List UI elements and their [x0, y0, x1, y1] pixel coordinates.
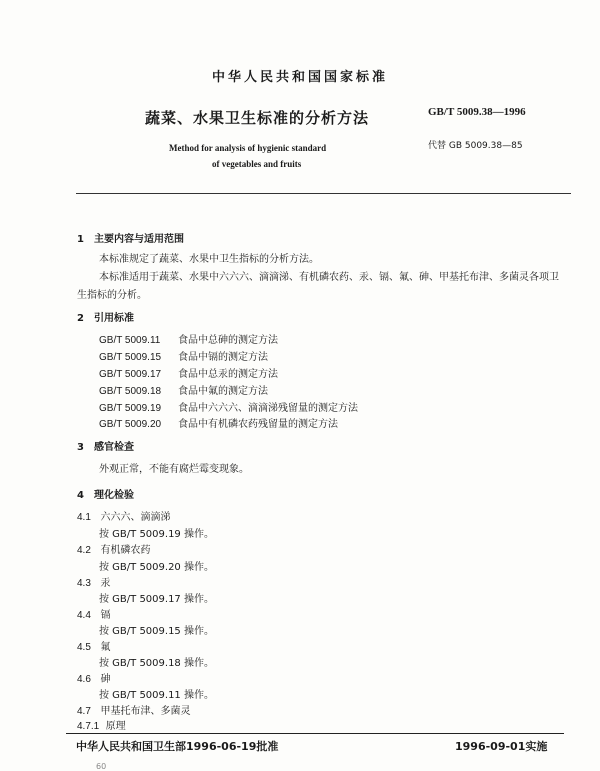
- reference-title: 食品中六六六、滴滴涕残留量的测定方法: [178, 403, 358, 414]
- subsection-heading: 4.3 汞: [77, 578, 111, 589]
- reference-code: GB/T 5009.11: [99, 335, 161, 346]
- reference-code: GB/T 5009.18: [99, 386, 162, 397]
- reference-title: 食品中总砷的测定方法: [178, 335, 278, 346]
- reference-item: [99, 365, 278, 380]
- subsection-heading: 4.7 甲基托布津、多菌灵: [77, 706, 191, 717]
- subsection-method: 按 GB/T 5009.17 操作。: [99, 594, 214, 605]
- section-1-para2-line1: 本标准适用于蔬菜、水果中六六六、滴滴涕、有机磷农药、汞、镉、氟、砷、甲基托布津、多菌灵各项卫: [99, 272, 559, 283]
- reference-code: GB/T 5009.17: [99, 369, 162, 380]
- standard-number: GB/T 5009.38—1996: [428, 106, 526, 118]
- reference-item: [99, 382, 268, 397]
- reference-item: [99, 331, 278, 346]
- subsection-heading: 4.5 氟: [77, 642, 111, 653]
- subsection-heading: 4.2 有机磷农药: [77, 545, 151, 556]
- subsection-heading: 4.4 镉: [77, 610, 111, 621]
- reference-item: [99, 415, 338, 430]
- reference-title: 食品中总汞的测定方法: [178, 369, 278, 380]
- subsection-heading: 4.7.1 原理: [77, 721, 126, 732]
- reference-title: 食品中氟的测定方法: [178, 386, 268, 397]
- document-title-en-line2: of vegetables and fruits: [212, 159, 302, 169]
- document-title-cn: 蔬菜、水果卫生标准的分析方法: [145, 109, 370, 127]
- reference-code: GB/T 5009.15: [99, 352, 162, 363]
- document-title-en-line1: Method for analysis of hygienic standard: [169, 143, 327, 153]
- implementation-date: 1996-09-01实施: [455, 740, 548, 753]
- reference-item: [99, 348, 268, 363]
- subsection-method: 按 GB/T 5009.15 操作。: [99, 626, 214, 637]
- reference-item: [99, 399, 358, 414]
- header-divider: [76, 193, 571, 194]
- subsection-method: 按 GB/T 5009.19 操作。: [99, 529, 214, 540]
- subsection-method: 按 GB/T 5009.18 操作。: [99, 658, 214, 669]
- subsection-method: 按 GB/T 5009.20 操作。: [99, 562, 214, 573]
- section-1-para2-line2: 生指标的分析。: [77, 290, 147, 301]
- section-1-para1: 本标准规定了蔬菜、水果中卫生指标的分析方法。: [99, 254, 319, 265]
- approval-date: 中华人民共和国卫生部1996-06-19批准: [76, 740, 279, 753]
- subsection-method: 按 GB/T 5009.11 操作。: [99, 690, 214, 701]
- reference-title: 食品中有机磷农药残留量的测定方法: [178, 419, 338, 430]
- reference-code: GB/T 5009.20: [99, 419, 162, 430]
- section-3-heading: 3 感官检查: [77, 442, 134, 453]
- national-standard-heading: 中华人民共和国国家标准: [211, 70, 388, 85]
- reference-code: GB/T 5009.19: [99, 403, 162, 414]
- replaces-note: 代替 GB 5009.38—85: [428, 141, 523, 151]
- section-2-heading: 2 引用标准: [77, 313, 134, 324]
- section-4-heading: 4 理化检验: [77, 490, 134, 501]
- subsection-heading: 4.6 砷: [77, 674, 111, 685]
- subsection-heading: 4.1 六六六、滴滴涕: [77, 512, 171, 523]
- section-3-para: 外观正常，不能有腐烂霉变现象。: [99, 464, 249, 475]
- section-1-heading: 1 主要内容与适用范围: [77, 234, 184, 245]
- page-number: 60: [96, 762, 107, 771]
- reference-title: 食品中镉的测定方法: [178, 352, 268, 363]
- footer-divider: [66, 733, 564, 734]
